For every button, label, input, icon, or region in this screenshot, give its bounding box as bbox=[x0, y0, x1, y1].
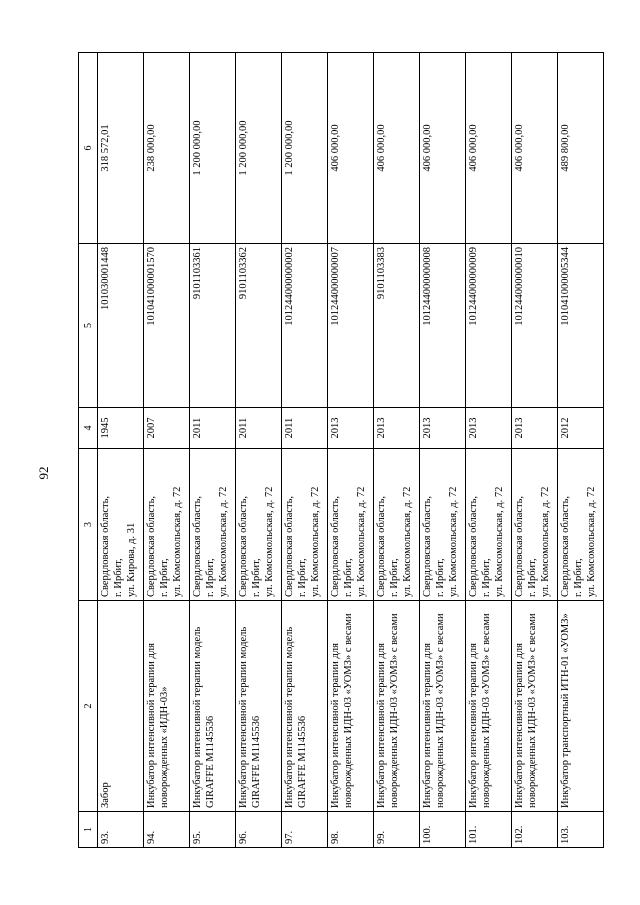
inventory-number-cell: 9101103383 bbox=[374, 244, 420, 408]
address-line: г. Ирбит, bbox=[481, 558, 492, 597]
year-cell: 2013 bbox=[466, 408, 512, 449]
table-row bbox=[282, 53, 328, 848]
cost-cell: 406 000,00 bbox=[420, 53, 466, 244]
address-line: Свердловская область, bbox=[284, 495, 295, 597]
address-cell bbox=[236, 449, 282, 601]
address-line: г. Ирбит, bbox=[389, 558, 400, 597]
table-row bbox=[98, 53, 144, 848]
address-line: Свердловская область, bbox=[238, 495, 249, 597]
table-row bbox=[144, 53, 190, 848]
year-cell: 2013 bbox=[512, 408, 558, 449]
address-line: ул. Комсомольская, д. 72 bbox=[586, 486, 597, 597]
row-number-cell: 103. bbox=[558, 812, 604, 848]
table-row bbox=[420, 53, 466, 848]
column-number-row bbox=[79, 53, 98, 848]
column-header: 3 bbox=[79, 449, 98, 601]
address-line: Свердловская область, bbox=[376, 495, 387, 597]
address-line: ул. Комсомольская, д. 72 bbox=[310, 486, 321, 597]
address-line: Свердловская область, bbox=[560, 495, 571, 597]
inventory-number-cell: 101244000000010 bbox=[512, 244, 558, 408]
item-name-cell: Забор bbox=[98, 601, 144, 812]
address-cell bbox=[144, 449, 190, 601]
inventory-number-cell: 101041000001570 bbox=[144, 244, 190, 408]
address-cell bbox=[190, 449, 236, 601]
address-line: ул. Комсомольская, д. 72 bbox=[172, 486, 183, 597]
table-row bbox=[466, 53, 512, 848]
inventory-number-cell: 9101103362 bbox=[236, 244, 282, 408]
address-line: г. Ирбит, bbox=[113, 558, 124, 597]
address-cell bbox=[420, 449, 466, 601]
cost-cell: 1 200 000,00 bbox=[282, 53, 328, 244]
year-cell: 2011 bbox=[190, 408, 236, 449]
column-header: 6 bbox=[79, 53, 98, 244]
row-number-cell: 93. bbox=[98, 812, 144, 848]
row-number-cell: 97. bbox=[282, 812, 328, 848]
address-line: ул. Кирова, д. 31 bbox=[126, 522, 137, 597]
address-line: г. Ирбит, bbox=[573, 558, 584, 597]
year-cell: 2011 bbox=[282, 408, 328, 449]
address-line: ул. Комсомольская, д. 72 bbox=[448, 486, 459, 597]
address-line: г. Ирбит, bbox=[297, 558, 308, 597]
cost-cell: 406 000,00 bbox=[328, 53, 374, 244]
inventory-number-cell: 101244000000008 bbox=[420, 244, 466, 408]
item-name-cell: Инкубатор транспортный ИТН-01 «УОМЗ» bbox=[558, 601, 604, 812]
address-cell bbox=[512, 449, 558, 601]
column-header: 2 bbox=[79, 601, 98, 812]
row-number-cell: 102. bbox=[512, 812, 558, 848]
address-cell bbox=[374, 449, 420, 601]
cost-cell: 406 000,00 bbox=[466, 53, 512, 244]
row-number-cell: 98. bbox=[328, 812, 374, 848]
row-number-cell: 94. bbox=[144, 812, 190, 848]
address-line: ул. Комсомольская, д. 72 bbox=[218, 486, 229, 597]
address-cell bbox=[328, 449, 374, 601]
address-line: ул. Комсомольская, д. 72 bbox=[402, 486, 413, 597]
table-row bbox=[236, 53, 282, 848]
table-row bbox=[374, 53, 420, 848]
column-header: 1 bbox=[79, 812, 98, 848]
address-line: г. Ирбит, bbox=[527, 558, 538, 597]
address-line: Свердловская область, bbox=[146, 495, 157, 597]
inventory-number-cell: 101030001448 bbox=[98, 244, 144, 408]
item-name-cell: Инкубатор интенсивной терапии модель GIRAFFE M1145536 bbox=[190, 601, 236, 812]
year-cell: 2007 bbox=[144, 408, 190, 449]
address-cell bbox=[558, 449, 604, 601]
inventory-number-cell: 101244000000002 bbox=[282, 244, 328, 408]
address-cell bbox=[282, 449, 328, 601]
address-line: Свердловская область, bbox=[330, 495, 341, 597]
address-cell bbox=[98, 449, 144, 601]
cost-cell: 1 200 000,00 bbox=[190, 53, 236, 244]
row-number-cell: 99. bbox=[374, 812, 420, 848]
year-cell: 2011 bbox=[236, 408, 282, 449]
cost-cell: 406 000,00 bbox=[374, 53, 420, 244]
item-name-cell: Инкубатор интенсивной терапии для новорожденных ИДН-03 «УОМЗ» с весами bbox=[328, 601, 374, 812]
row-number-cell: 96. bbox=[236, 812, 282, 848]
address-cell bbox=[466, 449, 512, 601]
address-line: Свердловская область, bbox=[468, 495, 479, 597]
item-name-cell: Инкубатор интенсивной терапии для новорожденных ИДН-03 «УОМЗ» с весами bbox=[512, 601, 558, 812]
address-line: Свердловская область, bbox=[192, 495, 203, 597]
address-line: Свердловская область, bbox=[514, 495, 525, 597]
table-row bbox=[190, 53, 236, 848]
cost-cell: 318 572,01 bbox=[98, 53, 144, 244]
cost-cell: 1 200 000,00 bbox=[236, 53, 282, 244]
cost-cell: 238 000,00 bbox=[144, 53, 190, 244]
address-line: г. Ирбит, bbox=[159, 558, 170, 597]
inventory-number-cell: 101041000005344 bbox=[558, 244, 604, 408]
page-number: 92 bbox=[36, 466, 51, 480]
address-line: г. Ирбит, bbox=[205, 558, 216, 597]
inventory-number-cell: 101244000000009 bbox=[466, 244, 512, 408]
table-row bbox=[558, 53, 604, 848]
cost-cell: 406 000,00 bbox=[512, 53, 558, 244]
row-number-cell: 95. bbox=[190, 812, 236, 848]
table-row bbox=[512, 53, 558, 848]
address-line: Свердловская область, bbox=[422, 495, 433, 597]
address-line: Свердловская область, bbox=[100, 495, 111, 597]
column-header: 5 bbox=[79, 244, 98, 408]
address-line: г. Ирбит, bbox=[343, 558, 354, 597]
column-header: 4 bbox=[79, 408, 98, 449]
year-cell: 2013 bbox=[420, 408, 466, 449]
inventory-number-cell: 101244000000007 bbox=[328, 244, 374, 408]
row-number-cell: 101. bbox=[466, 812, 512, 848]
address-line: ул. Комсомольская, д. 72 bbox=[494, 486, 505, 597]
address-line: ул. Комсомольская, д. 72 bbox=[356, 486, 367, 597]
property-register-table bbox=[78, 52, 604, 848]
year-cell: 2012 bbox=[558, 408, 604, 449]
item-name-cell: Инкубатор интенсивной терапии для новорожденных ИДН-03 «УОМЗ» с весами bbox=[420, 601, 466, 812]
property-register-sheet bbox=[78, 53, 604, 848]
item-name-cell: Инкубатор интенсивной терапии модель GIRAFFE M1145536 bbox=[282, 601, 328, 812]
item-name-cell: Инкубатор интенсивной терапии для новорожденных ИДН-03 «УОМЗ» с весами bbox=[374, 601, 420, 812]
row-number-cell: 100. bbox=[420, 812, 466, 848]
address-line: ул. Комсомольская, д. 72 bbox=[264, 486, 275, 597]
cost-cell: 489 800,00 bbox=[558, 53, 604, 244]
year-cell: 2013 bbox=[328, 408, 374, 449]
table-row bbox=[328, 53, 374, 848]
address-line: г. Ирбит, bbox=[435, 558, 446, 597]
item-name-cell: Инкубатор интенсивной терапии для новорожденных «ИДН-03» bbox=[144, 601, 190, 812]
year-cell: 1945 bbox=[98, 408, 144, 449]
inventory-number-cell: 9101103361 bbox=[190, 244, 236, 408]
year-cell: 2013 bbox=[374, 408, 420, 449]
item-name-cell: Инкубатор интенсивной терапии модель GIRAFFE M1145536 bbox=[236, 601, 282, 812]
address-line: г. Ирбит, bbox=[251, 558, 262, 597]
address-line: ул. Комсомольская, д. 72 bbox=[540, 486, 551, 597]
item-name-cell: Инкубатор интенсивной терапии для новорожденных ИДН-03 «УОМЗ» с весами bbox=[466, 601, 512, 812]
